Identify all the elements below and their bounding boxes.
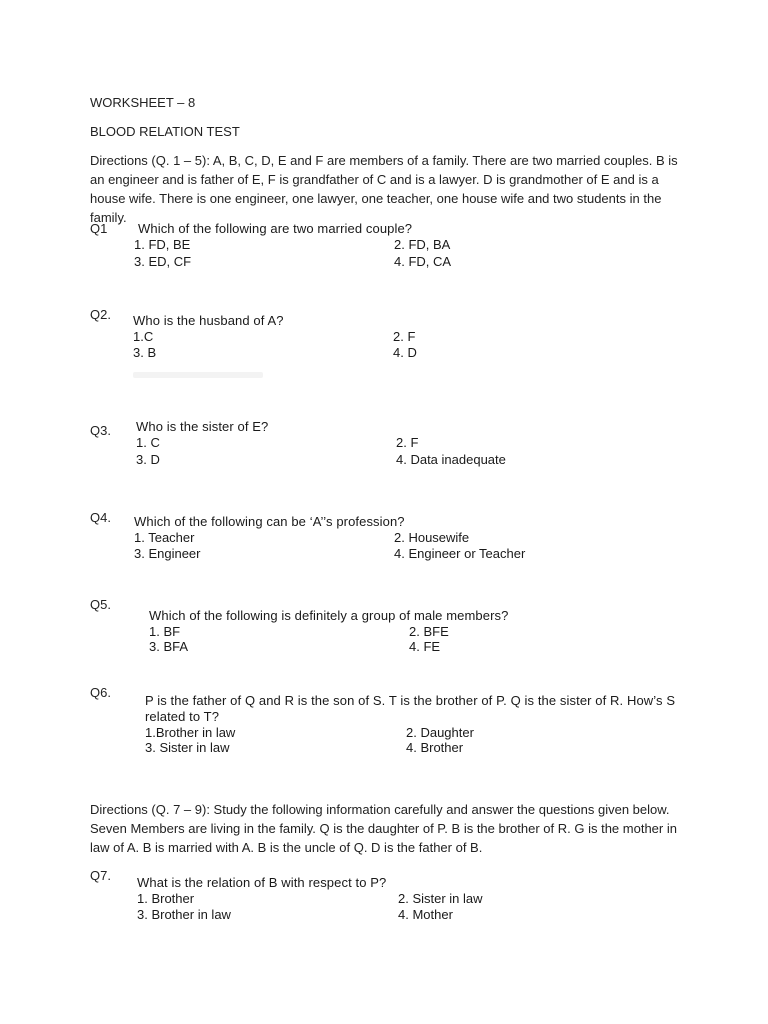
question-number: Q5. (90, 597, 111, 612)
worksheet-title: WORKSHEET – 8 (90, 95, 196, 110)
question-text: P is the father of Q and R is the son of S. T is the brother of P. Q is the sister of R. How’s S (145, 693, 676, 708)
directions-q1-5: Directions (Q. 1 – 5): A, B, C, D, E and F are members of a family. There are two married couples. B is an engineer and is father of E, F is grandfather of C and is a lawyer. D is grandmother of E and is a house wife. There is one engineer, one lawyer, one teacher, one house wife and two students in the family. (90, 153, 678, 225)
question-number: Q6. (90, 685, 111, 700)
test-title: BLOOD RELATION TEST (90, 124, 240, 139)
option: 1. Brother (137, 891, 195, 906)
option: 3. BFA (149, 639, 189, 654)
option: 3. D (136, 452, 160, 467)
option: 3. Sister in law (145, 740, 230, 755)
question-text: Which of the following is definitely a group of male members? (149, 608, 509, 623)
option: 2. Sister in law (398, 891, 483, 906)
option: 4. Engineer or Teacher (394, 546, 526, 561)
question-text: Which of the following can be ‘A’’s profession? (134, 514, 405, 529)
option: 2. Daughter (406, 725, 474, 740)
option: 1. C (136, 435, 160, 450)
option: 1. Teacher (134, 530, 195, 545)
option: 4. Mother (398, 907, 453, 922)
scan-smudge (133, 372, 263, 378)
option: 2. FD, BA (394, 237, 451, 252)
question-text: What is the relation of B with respect to P? (137, 875, 387, 890)
option: 4. FE (409, 639, 441, 654)
option: 2. F (393, 329, 416, 344)
option: 1.C (133, 329, 154, 344)
question-text: Who is the husband of A? (133, 313, 284, 328)
question-number: Q1 (90, 221, 108, 236)
option: 4. D (393, 345, 417, 360)
option: 4. Brother (406, 740, 464, 755)
question-number: Q7. (90, 868, 111, 883)
option: 2. Housewife (394, 530, 470, 545)
option: 3. Brother in law (137, 907, 231, 922)
option: 2. F (396, 435, 419, 450)
option: 3. Engineer (134, 546, 201, 561)
option: 4. FD, CA (394, 254, 452, 269)
question-number: Q4. (90, 510, 111, 525)
option: 3. ED, CF (134, 254, 192, 269)
option: 1. BF (149, 624, 181, 639)
question-text: Which of the following are two married couple? (138, 221, 413, 236)
directions-q7-9: Directions (Q. 7 – 9): Study the following information carefully and answer the questions given below. Seven Members are living in the family. Q is the daughter of P. B is the brother of R. G is the mother in law of A. B is married with A. B is the uncle of Q. D is the father of B. (90, 802, 677, 855)
question-text: Who is the sister of E? (136, 419, 269, 434)
question-number: Q3. (90, 423, 111, 438)
question-number: Q2. (90, 307, 111, 322)
option: 3. B (133, 345, 157, 360)
option: 2. BFE (409, 624, 449, 639)
option: 1.Brother in law (145, 725, 236, 740)
option: 4. Data inadequate (396, 452, 506, 467)
option: 1. FD, BE (134, 237, 191, 252)
question-text-continued: related to T? (145, 709, 220, 724)
